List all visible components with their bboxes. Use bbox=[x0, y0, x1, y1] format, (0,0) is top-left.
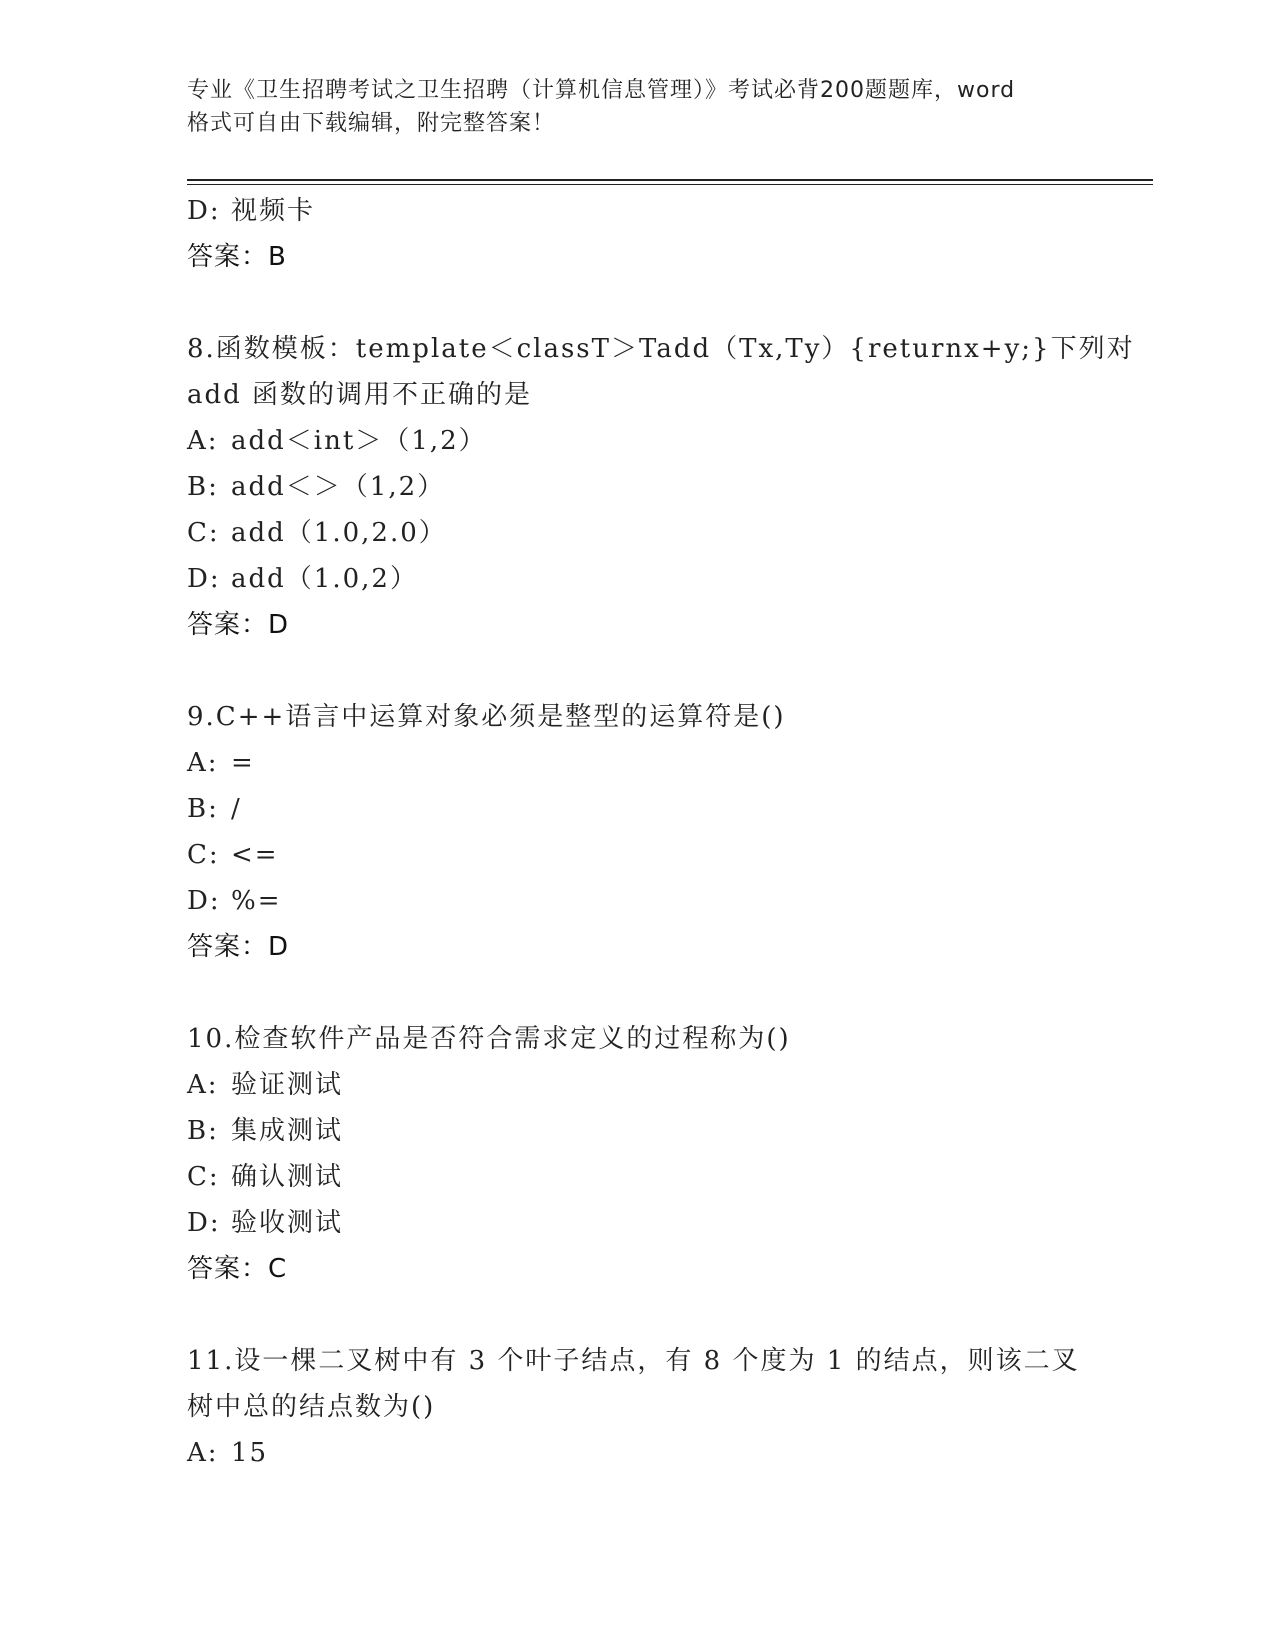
option-text: 验收测试 bbox=[231, 1208, 344, 1238]
option-label: C: bbox=[187, 1162, 220, 1192]
option-c bbox=[187, 1154, 1087, 1200]
option-text: add（1.0,2） bbox=[231, 564, 418, 594]
option-text: / bbox=[231, 794, 242, 824]
question-11 bbox=[187, 1338, 1087, 1476]
spacer bbox=[187, 970, 1087, 1016]
spacer bbox=[187, 648, 1087, 694]
option-label: D: bbox=[187, 564, 221, 594]
question-10 bbox=[187, 1016, 1087, 1292]
option-label: B: bbox=[187, 472, 219, 502]
option-label: D: bbox=[187, 886, 221, 916]
option-text: add（1.0,2.0） bbox=[231, 518, 447, 548]
header-rule-thin bbox=[187, 184, 1153, 185]
option-text: <= bbox=[231, 840, 279, 870]
option-d bbox=[187, 556, 1087, 602]
option-label: A: bbox=[187, 1438, 219, 1468]
document-header bbox=[187, 74, 1087, 140]
option-a bbox=[187, 740, 1087, 786]
option-b bbox=[187, 786, 1087, 832]
question-stem: 8.函数模板：template＜classT＞Tadd（Tx,Ty）{returnx+y;}下列对 bbox=[187, 334, 1135, 364]
option-c bbox=[187, 510, 1087, 556]
option-b bbox=[187, 464, 1087, 510]
question-stem: 9.C++语言中运算对象必须是整型的运算符是() bbox=[187, 702, 786, 732]
answer: 答案：D bbox=[187, 610, 290, 640]
option-label: B: bbox=[187, 794, 219, 824]
header-rule-thick bbox=[187, 179, 1153, 181]
answer: 答案：D bbox=[187, 932, 290, 962]
option-d bbox=[187, 188, 1087, 234]
question-stem: 10.检查软件产品是否符合需求定义的过程称为() bbox=[187, 1024, 791, 1054]
spacer bbox=[187, 280, 1087, 326]
option-label: C: bbox=[187, 840, 220, 870]
option-label: D: bbox=[187, 1208, 221, 1238]
spacer bbox=[187, 1292, 1087, 1338]
option-label: D: bbox=[187, 196, 221, 226]
option-a bbox=[187, 1430, 1087, 1476]
question-8 bbox=[187, 326, 1135, 648]
header-line-2: 格式可自由下载编辑，附完整答案！ bbox=[187, 111, 556, 136]
option-text: add＜int＞（1,2） bbox=[231, 426, 487, 456]
option-a bbox=[187, 1062, 1087, 1108]
header-line-1: 专业《卫生招聘考试之卫生招聘（计算机信息管理）》考试必背200题题库，word bbox=[187, 78, 1016, 103]
option-text: 视频卡 bbox=[231, 196, 316, 226]
option-d bbox=[187, 878, 1087, 924]
option-c bbox=[187, 832, 1087, 878]
option-label: B: bbox=[187, 1116, 219, 1146]
option-label: A: bbox=[187, 426, 219, 456]
question-stem-cont: add 函数的调用不正确的是 bbox=[187, 380, 533, 410]
question-9 bbox=[187, 694, 1087, 970]
option-label: C: bbox=[187, 518, 220, 548]
option-text: 验证测试 bbox=[231, 1070, 344, 1100]
option-label: A: bbox=[187, 748, 219, 778]
option-d bbox=[187, 1200, 1087, 1246]
question-stem-cont: 树中总的结点数为() bbox=[187, 1392, 436, 1422]
document-body bbox=[187, 188, 1135, 1476]
option-label: A: bbox=[187, 1070, 219, 1100]
option-text: = bbox=[231, 748, 255, 778]
answer: 答案：B bbox=[187, 242, 287, 272]
option-a bbox=[187, 418, 1087, 464]
answer: 答案：C bbox=[187, 1254, 288, 1284]
option-text: 确认测试 bbox=[231, 1162, 344, 1192]
option-text: add＜＞（1,2） bbox=[231, 472, 446, 502]
option-text: 15 bbox=[231, 1438, 269, 1468]
question-stem: 11.设一棵二叉树中有 3 个叶子结点，有 8 个度为 1 的结点，则该二叉 bbox=[187, 1346, 1080, 1376]
option-text: %= bbox=[231, 886, 282, 916]
option-text: 集成测试 bbox=[231, 1116, 344, 1146]
option-b bbox=[187, 1108, 1087, 1154]
